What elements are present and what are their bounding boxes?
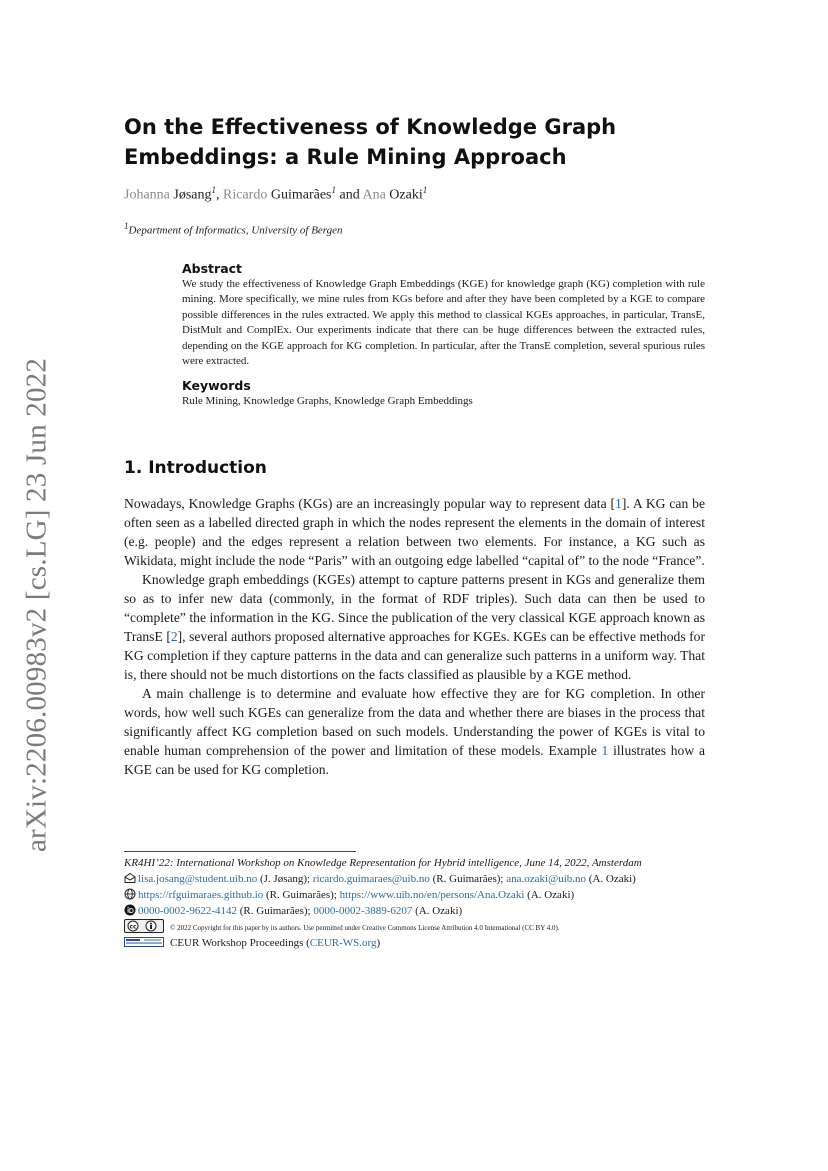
envelope-icon <box>124 872 136 884</box>
paragraph <box>124 684 705 779</box>
arxiv-identifier: arXiv:2206.00983v2 [cs.LG] 23 Jun 2022 <box>20 357 53 853</box>
paragraph-text: ]. A KG can be often seen as a labelled directed graph in which the nodes represent the elements in the domain of interest (e.g. people) and the edges represent a relation between two elements. For instance, a KG such as Wikidata, might include the node “Paris” with an outgoing edge labelled “capital of” to the node “France”. <box>124 496 705 568</box>
author-given-name: Ana <box>362 187 386 203</box>
author-family-name: Jøsang <box>173 187 212 203</box>
author-affiliation-mark: 1 <box>211 185 217 195</box>
affiliation <box>124 221 343 237</box>
email-owner: (R. Guimarães); <box>429 873 507 885</box>
section-heading-introduction: 1. Introduction <box>124 458 267 478</box>
email-owner: (A. Ozaki) <box>586 873 636 885</box>
orcid-owner: (R. Guimarães); <box>237 905 314 917</box>
globe-icon <box>124 888 136 900</box>
venue-line: KR4HI’22: International Workshop on Knowledge Representation for Hybrid intelligence, June 14, 2022, Amsterdam <box>124 857 642 869</box>
paragraph-text: Knowledge graph embeddings (KGEs) attempt to capture patterns present in KGs and generalize them so as to infer new data (commonly, in the format of RDF triples). Such data can then be used to “complete” the information in the KG. Since the publication of the very classical KGE approach known as TransE [ <box>124 572 705 644</box>
svg-text:cc: cc <box>129 923 137 931</box>
arxiv-sidebar <box>16 357 58 853</box>
ceur-link[interactable]: CEUR-WS.org <box>309 937 377 949</box>
orcid-owner: (A. Ozaki) <box>412 905 463 917</box>
email-link[interactable]: lisa.josang@student.uib.no <box>138 873 258 885</box>
author-given-name: Ricardo <box>223 187 268 203</box>
homepage-link[interactable]: https://www.uib.no/en/persons/Ana.Ozaki <box>339 889 525 901</box>
introduction-body <box>124 494 705 779</box>
copyright-text: © 2022 Copyright for this paper by its authors. Use permitted under Creative Commons License Attribution 4.0 International (CC BY 4.0). <box>170 924 560 932</box>
ceur-logo-icon <box>124 937 164 947</box>
author-family-name: Ozaki <box>389 187 423 203</box>
cc-by-license-icon <box>124 919 164 933</box>
keywords-heading: Keywords <box>182 378 251 393</box>
paragraph <box>124 570 705 684</box>
author-given-name: Johanna <box>124 187 170 203</box>
affiliation-mark: 1 <box>124 221 129 231</box>
paragraph-text: A main challenge is to determine and evaluate how effective they are for KG completion. In other words, how well such KGEs can generalize from the data and whether there are biases in the process that significantly affect KG completion based on such models. Understanding the power of KGEs is vital to enable human comprehension of the power and limitation of these models. Example <box>124 686 705 758</box>
author-separator: and <box>339 187 360 203</box>
example-reference-link[interactable]: 1 <box>601 743 609 758</box>
author-family-name: Guimarães <box>270 187 332 203</box>
ceur-text: ) <box>376 937 381 949</box>
email-link[interactable]: ana.ozaki@uib.no <box>506 873 587 885</box>
orcid-line <box>124 903 714 919</box>
email-line <box>124 871 714 887</box>
author-separator: , <box>216 187 220 203</box>
affiliation-text: Department of Informatics, University of Bergen <box>128 224 343 237</box>
ceur-line <box>124 935 714 951</box>
homepage-owner: (R. Guimarães); <box>263 889 340 901</box>
abstract-heading: Abstract <box>182 261 243 276</box>
paragraph-text: Nowadays, Knowledge Graphs (KGs) are an increasingly popular way to represent data [ <box>124 496 616 511</box>
footnote-block <box>124 855 714 951</box>
citation-link[interactable]: 2 <box>170 629 178 644</box>
citation-link[interactable]: 1 <box>615 496 622 511</box>
abstract-text: We study the effectiveness of Knowledge Graph Embeddings (KGE) for knowledge graph (KG) completion with rule mining. More specifically, we mine rules from KGs before and after they have been completed by a KGE to compare possible differences in the rules extracted. We apply this method to classical KGEs approaches, in particular, TransE, DistMult and ComplEx. Our experiments indicate that there can be huge differences between the extracted rules, depending on the KGE approach for KG completion. In particular, after the TransE completion, several spurious rules were extracted. <box>182 278 705 368</box>
homepage-owner: (A. Ozaki) <box>524 889 575 901</box>
author-affiliation-mark: 1 <box>422 185 428 195</box>
paragraph-text: ], several authors proposed alternative approaches for KGEs. KGEs can be effective methods for KG completion if they capture patterns in the data and can generalize such patterns in a uniform way. That is, there should not be much distortions on the facts classified as plausible by a KGE method. <box>124 629 705 682</box>
paragraph <box>124 494 705 570</box>
footnote-rule <box>124 851 356 852</box>
homepage-line <box>124 887 714 903</box>
copyright-line <box>124 919 714 935</box>
orcid-link[interactable]: 0000-0002-9622-4142 <box>138 905 237 917</box>
email-owner: (J. Jøsang); <box>257 873 313 885</box>
orcid-link[interactable]: 0000-0002-3889-6207 <box>313 905 413 917</box>
author-affiliation-mark: 1 <box>331 185 336 195</box>
orcid-icon <box>124 904 136 916</box>
ceur-text: CEUR Workshop Proceedings ( <box>170 937 310 949</box>
keywords-text: Rule Mining, Knowledge Graphs, Knowledge Graph Embeddings <box>182 395 473 407</box>
homepage-link[interactable]: https://rfguimaraes.github.io <box>138 889 264 901</box>
paragraph-text: illustrates how a KGE can be used for KG completion. <box>124 743 705 777</box>
paper-title: On the Effectiveness of Knowledge Graph Embeddings: a Rule Mining Approach <box>124 115 617 169</box>
email-link[interactable]: ricardo.guimaraes@uib.no <box>312 873 430 885</box>
author-list <box>124 185 427 204</box>
